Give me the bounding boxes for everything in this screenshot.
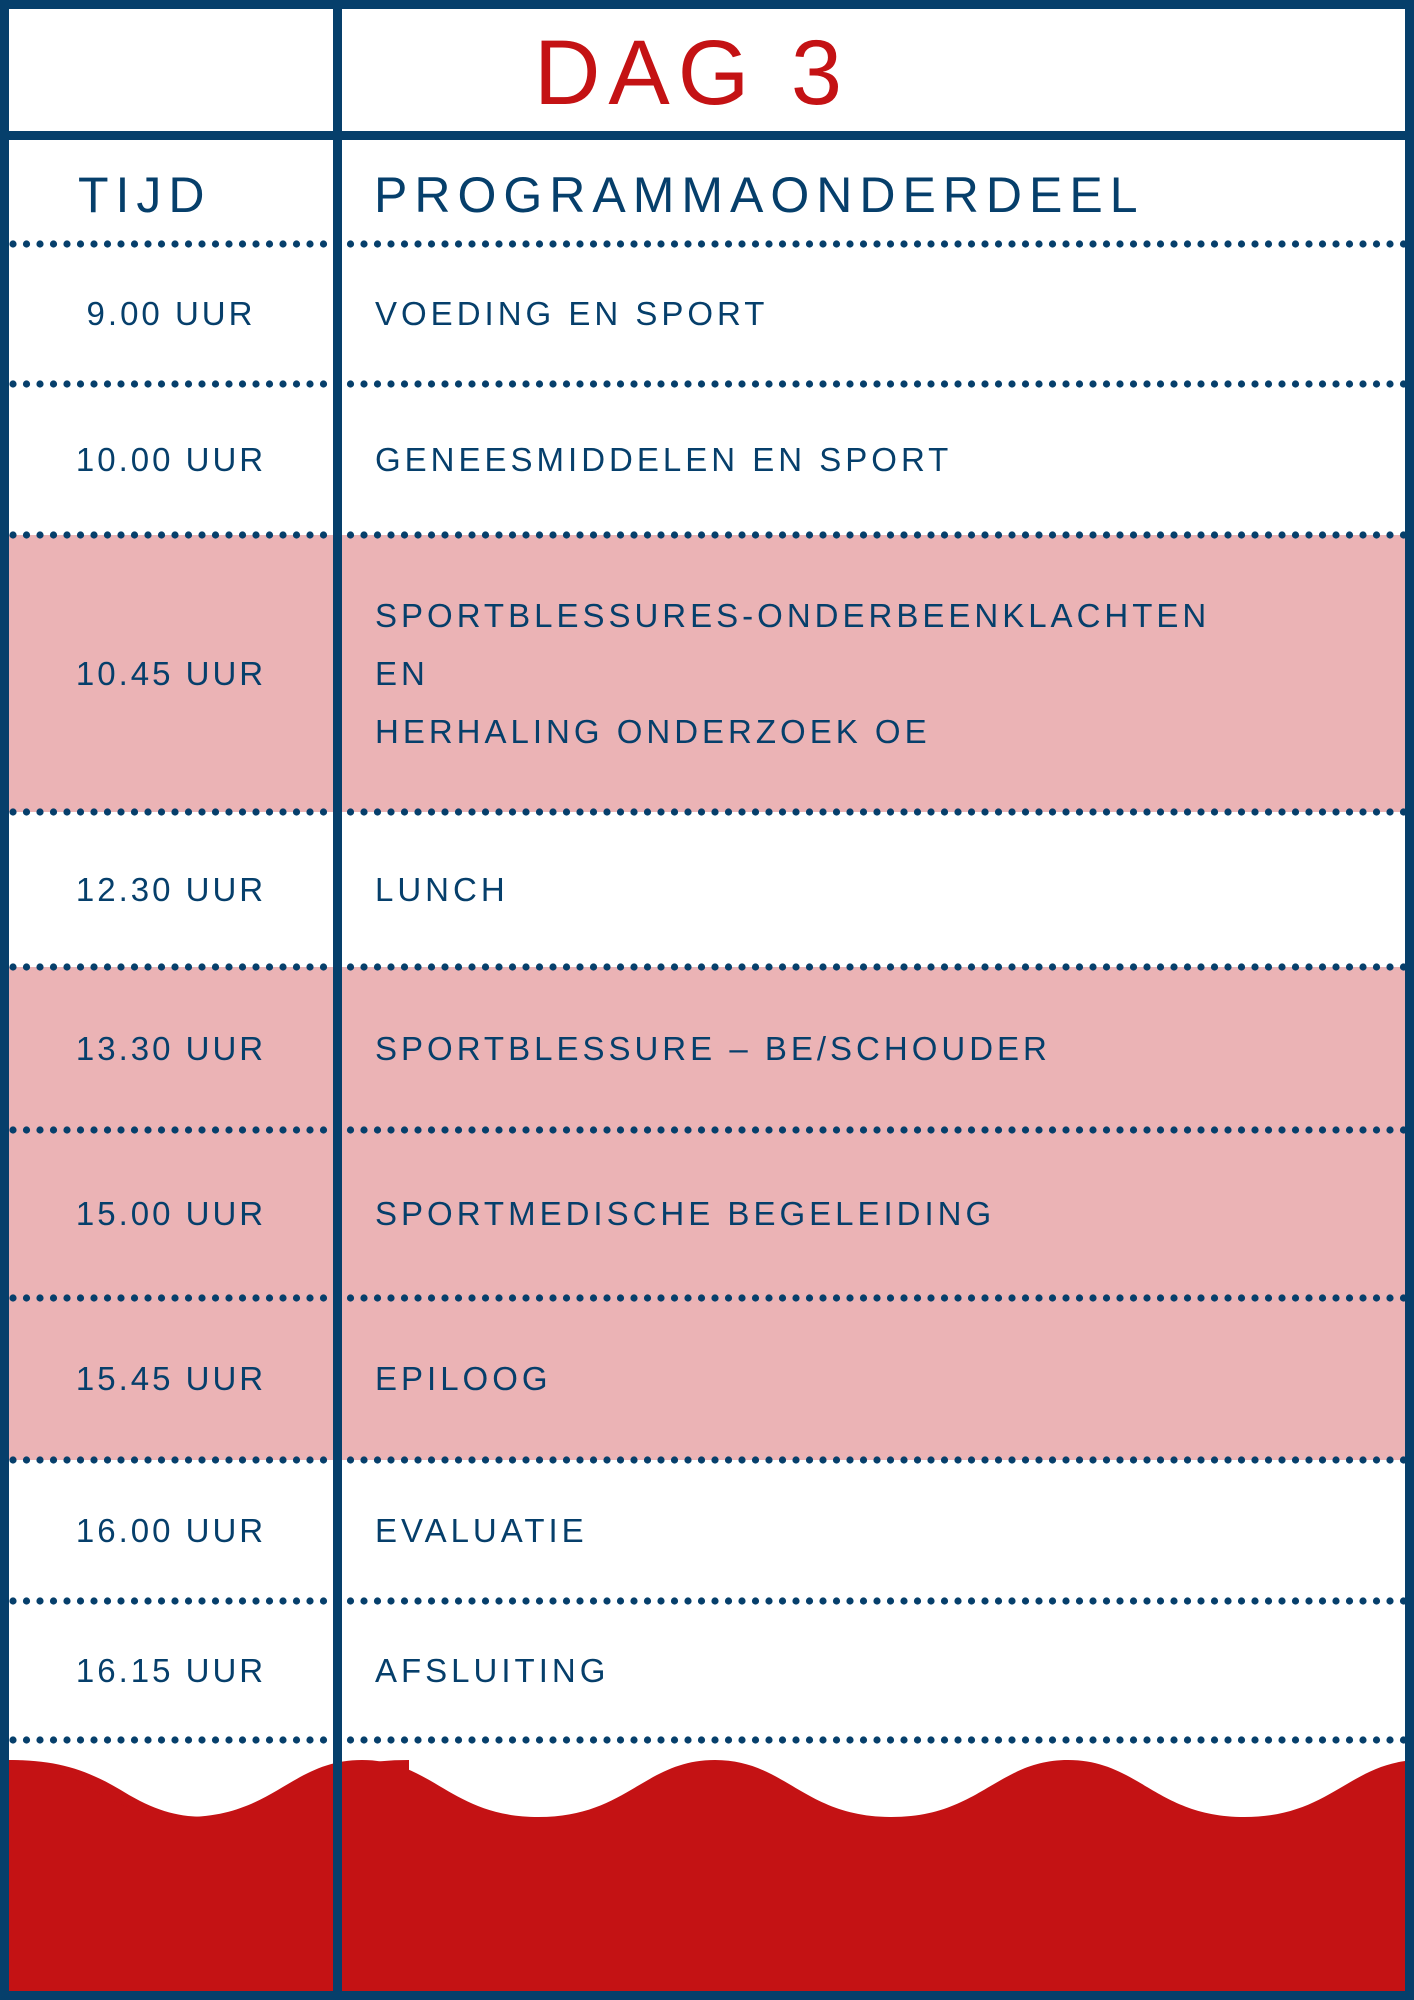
schedule-row: [9, 1460, 1405, 1601]
row-program: [375, 1642, 609, 1700]
program-line: SPORTBLESSURE – BE/SCHOUDER: [375, 1030, 1051, 1067]
page-title: DAG 3: [533, 22, 851, 124]
header-time: TIJD: [78, 167, 212, 223]
program-line: VOEDING EN SPORT: [375, 295, 769, 332]
schedule-row: [9, 384, 1405, 535]
row-time: 10.45 UUR: [75, 655, 267, 692]
program-line: EVALUATIE: [375, 1512, 588, 1549]
row-time: 16.00 UUR: [75, 1512, 267, 1549]
program-line: LUNCH: [375, 871, 509, 908]
row-time: 10.00 UUR: [75, 441, 267, 478]
program-line: AFSLUITING: [375, 1652, 610, 1689]
row-time: 16.15 UUR: [75, 1652, 267, 1689]
row-time: 9.00 UUR: [86, 295, 256, 332]
program-line: SPORTMEDISCHE BEGELEIDING: [375, 1195, 996, 1232]
row-program: [375, 431, 952, 489]
program-line: GENEESMIDDELEN EN SPORT: [375, 441, 953, 478]
column-divider: [333, 0, 342, 2000]
schedule-row: [9, 1601, 1405, 1740]
row-time: 12.30 UUR: [75, 871, 267, 908]
row-time: 15.00 UUR: [75, 1195, 267, 1232]
program-line: EPILOOG: [375, 1360, 552, 1397]
row-program: [375, 587, 1210, 761]
row-program: [375, 1185, 995, 1243]
row-program: [375, 861, 509, 919]
row-time: 13.30 UUR: [75, 1030, 267, 1067]
title-divider: [0, 131, 1414, 140]
schedule-row: [9, 1130, 1405, 1298]
header-program: PROGRAMMAONDERDEEL: [374, 167, 1145, 223]
program-line: HERHALING ONDERZOEK OE: [375, 713, 931, 750]
wave-decoration: [9, 1760, 1405, 1991]
row-program: [375, 1502, 588, 1560]
row-program: [375, 1020, 1051, 1078]
row-time: 15.45 UUR: [75, 1360, 267, 1397]
schedule-row: [9, 812, 1405, 967]
schedule-row: [9, 535, 1405, 812]
schedule-row: [9, 967, 1405, 1130]
program-line: SPORTBLESSURES-ONDERBEENKLACHTEN: [375, 597, 1211, 634]
row-program: [375, 285, 768, 343]
schedule-row: [9, 1298, 1405, 1460]
row-program: [375, 1350, 552, 1408]
program-line: EN: [375, 655, 429, 692]
schedule-row: [9, 244, 1405, 384]
